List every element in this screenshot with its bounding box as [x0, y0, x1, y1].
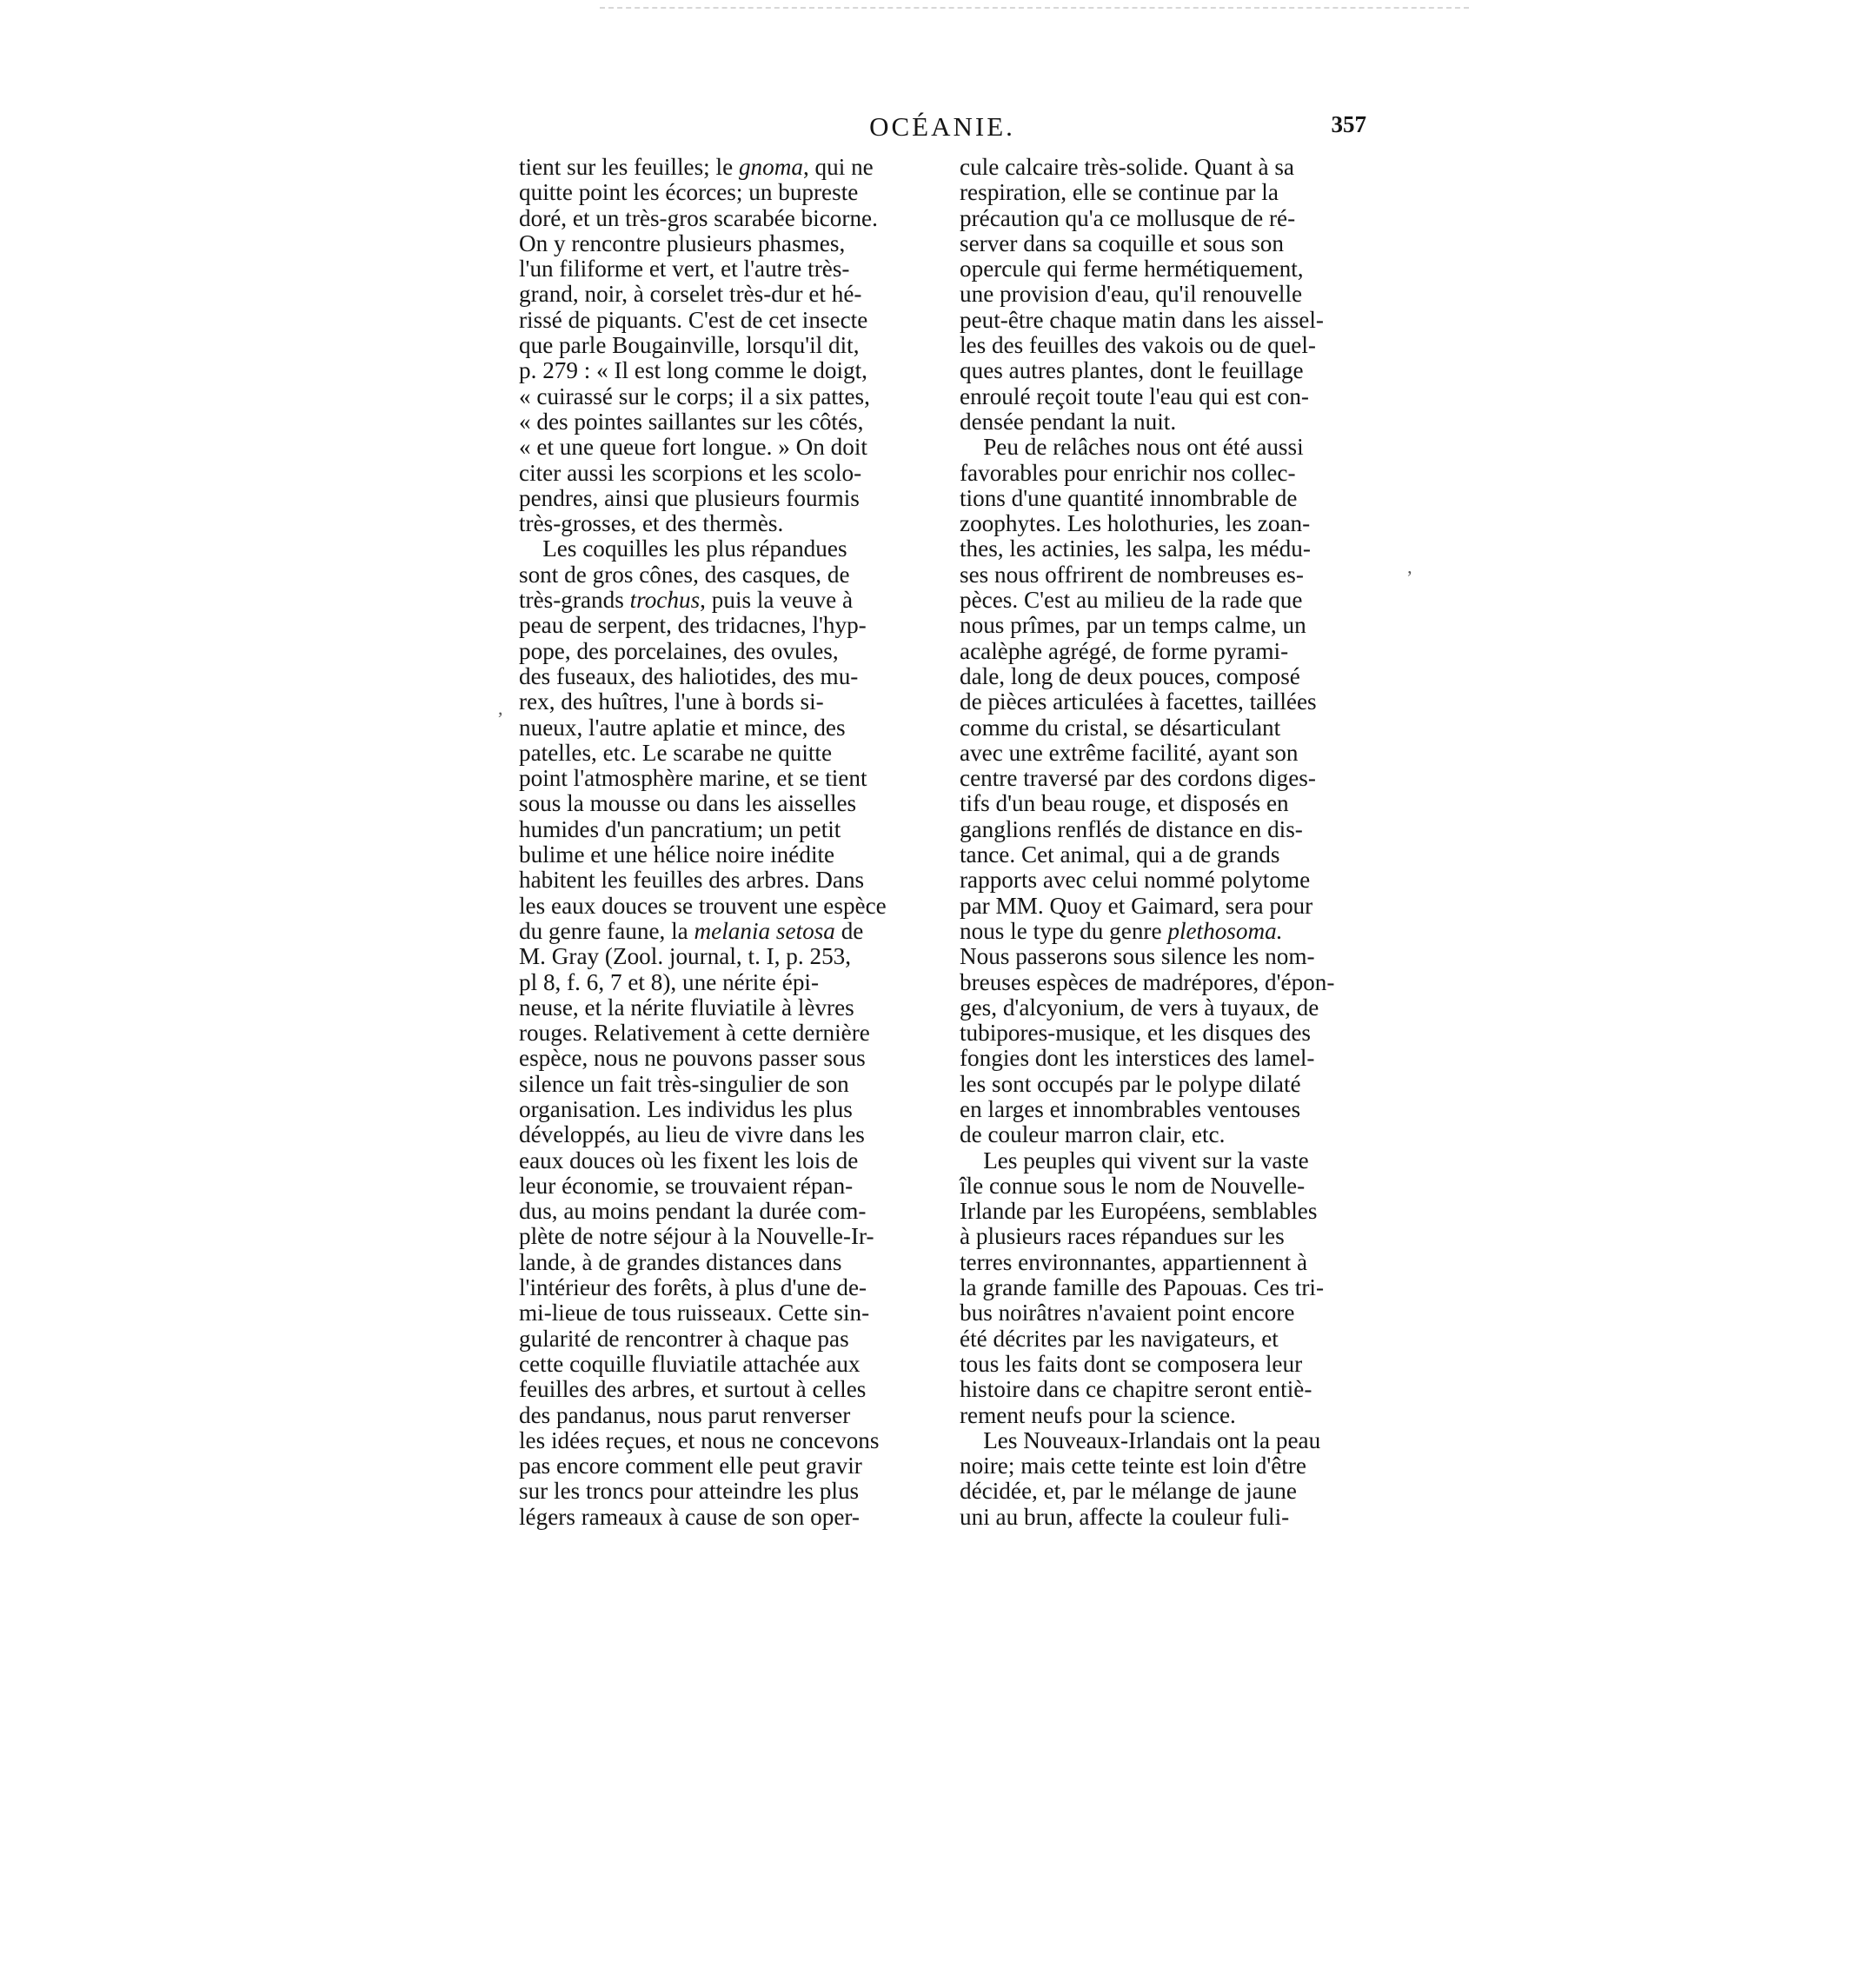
- italic-term: trochus: [629, 587, 701, 614]
- text-line: server dans sa coquille et sous son: [960, 229, 1284, 256]
- text-line: point l'atmosphère marine, et se tient: [519, 765, 867, 792]
- text-line: ges, d'alcyonium, de vers à tuyaux, de: [960, 994, 1319, 1021]
- text-line: pl 8, f. 6, 7 et 8), une nérite épi-: [519, 968, 820, 995]
- text-line: tance. Cet animal, qui a de grands: [960, 841, 1280, 868]
- text-line: densée pendant la nuit.: [960, 408, 1177, 435]
- text-line: de couleur marron clair, etc.: [960, 1121, 1226, 1148]
- text-line: centre traversé par des cordons diges-: [960, 765, 1316, 792]
- page-number: 357: [1331, 111, 1366, 137]
- text-line: précaution qu'a ce mollusque de ré-: [960, 204, 1296, 231]
- text-line: citer aussi les scorpions et les scolo-: [519, 459, 862, 486]
- text-line: breuses espèces de madrépores, d'épon-: [960, 968, 1335, 995]
- italic-term: plethosoma.: [1167, 917, 1283, 944]
- text-line: « cuirassé sur le corps; il a six pattes,: [519, 382, 870, 409]
- text-line: mi-lieue de tous ruisseaux. Cette sin-: [519, 1300, 870, 1326]
- italic-term: gnoma: [738, 154, 803, 180]
- page-title: OCÉANIE.: [869, 111, 1015, 142]
- text-line: eaux douces où les fixent les lois de: [519, 1147, 859, 1174]
- text-line: peut-être chaque matin dans les aissel-: [960, 306, 1324, 333]
- text-line: M. Gray (Zool. journal, t. I, p. 253,: [519, 943, 852, 970]
- text-line: humides d'un pancratium; un petit: [519, 815, 841, 842]
- text-line: leur économie, se trouvaient répan-: [519, 1172, 854, 1199]
- text-line: habitent les feuilles des arbres. Dans: [519, 867, 865, 894]
- text-line: la grande famille des Papouas. Ces tri-: [960, 1274, 1325, 1301]
- text-line: en larges et innombrables ventouses: [960, 1095, 1301, 1122]
- text-line: neuse, et la nérite fluviatile à lèvres: [519, 994, 854, 1021]
- text-line: de pièces articulées à facettes, taillées: [960, 688, 1317, 715]
- text-line: Les coquilles les plus répandues: [519, 535, 847, 562]
- italic-term: melania setosa: [694, 917, 835, 944]
- text-line: île connue sous le nom de Nouvelle-: [960, 1172, 1306, 1199]
- text-line: sont de gros cônes, des casques, de: [519, 561, 850, 588]
- text-line: [519, 919, 920, 944]
- text-line: quitte point les écorces; un bupreste: [519, 179, 859, 206]
- text-line: grand, noir, à corselet très-dur et hé-: [519, 281, 862, 308]
- text-line: développés, au lieu de vivre dans les: [519, 1121, 865, 1148]
- text-line: [519, 155, 920, 180]
- running-head: [518, 111, 1366, 146]
- text-line: tions d'une quantité innombrable de: [960, 484, 1298, 511]
- text-line: les eaux douces se trouvent une espèce: [519, 892, 887, 919]
- scan-edge-artifact: [600, 7, 1469, 11]
- text-line: l'intérieur des forêts, à plus d'une de-: [519, 1274, 867, 1301]
- text-line: p. 279 : « Il est long comme le doigt,: [519, 357, 867, 384]
- text-line: organisation. Les individus les plus: [519, 1095, 853, 1122]
- text-line: pas encore comment elle peut gravir: [519, 1453, 862, 1479]
- text-line: les sont occupés par le polype dilaté: [960, 1070, 1301, 1097]
- text-line: gularité de rencontrer à chaque pas: [519, 1325, 849, 1352]
- text-line: nueux, l'autre aplatie et mince, des: [519, 714, 846, 741]
- text-line: ganglions renflés de distance en dis-: [960, 815, 1303, 842]
- text-line: zoophytes. Les holothuries, les zoan-: [960, 510, 1311, 537]
- text-line: avec une extrême facilité, ayant son: [960, 739, 1299, 766]
- text-line: On y rencontre plusieurs phasmes,: [519, 229, 846, 256]
- text-line: les des feuilles des vakois ou de quel-: [960, 332, 1316, 359]
- text-line: tubipores-musique, et les disques des: [960, 1020, 1311, 1047]
- text-line: uni au brun, affecte la couleur fuli-: [960, 1503, 1290, 1530]
- text-line: été décrites par les navigateurs, et: [960, 1325, 1279, 1352]
- text-line: histoire dans ce chapitre seront entiè-: [960, 1376, 1312, 1403]
- text-line: sous la mousse ou dans les aisselles: [519, 790, 857, 817]
- text-line: sur les troncs pour atteindre les plus: [519, 1478, 860, 1505]
- text-line: Irlande par les Européens, semblables: [960, 1198, 1318, 1225]
- text-run: , qui ne: [802, 154, 874, 180]
- text-line: très-grosses, et des thermès.: [519, 510, 784, 537]
- text-line: Peu de relâches nous ont été aussi: [960, 434, 1304, 461]
- text-line: Les peuples qui vivent sur la vaste: [960, 1147, 1309, 1174]
- scan-speck: ʼ: [1406, 567, 1413, 588]
- text-line: comme du cristal, se désarticulant: [960, 714, 1281, 741]
- text-line: patelles, etc. Le scarabe ne quitte: [519, 739, 833, 766]
- text-line: terres environnantes, appartiennent à: [960, 1248, 1308, 1275]
- text-line: rex, des huîtres, l'une à bords si-: [519, 688, 824, 715]
- text-run: , puis la veuve à: [700, 587, 854, 614]
- text-line: plète de notre séjour à la Nouvelle-Ir-: [519, 1223, 874, 1250]
- text-line: [960, 919, 1361, 944]
- text-line: pope, des porcelaines, des ovules,: [519, 637, 839, 664]
- text-run: tient sur les feuilles; le: [519, 154, 739, 180]
- text-line: dale, long de deux pouces, composé: [960, 662, 1300, 689]
- text-line: lande, à de grandes distances dans: [519, 1248, 842, 1275]
- text-line: Nous passerons sous silence les nom-: [960, 943, 1315, 970]
- text-line: l'un filiforme et vert, et l'autre très-: [519, 256, 850, 283]
- text-run: très-grands: [519, 587, 630, 614]
- text-line: des pandanus, nous parut renverser: [519, 1401, 851, 1428]
- text-run: nous le type du genre: [960, 917, 1168, 944]
- text-line: respiration, elle se continue par la: [960, 179, 1279, 206]
- text-line: légers rameaux à cause de son oper-: [519, 1503, 860, 1530]
- text-line: bulime et une hélice noire inédite: [519, 841, 835, 868]
- scan-speck: ,: [498, 697, 503, 719]
- text-column-right: [960, 155, 1361, 1530]
- text-line: ques autres plantes, dont le feuillage: [960, 357, 1304, 384]
- text-line: décidée, et, par le mélange de jaune: [960, 1478, 1297, 1505]
- text-line: des fuseaux, des haliotides, des mu-: [519, 662, 859, 689]
- text-line: une provision d'eau, qu'il renouvelle: [960, 281, 1303, 308]
- text-line: cule calcaire très-solide. Quant à sa: [960, 154, 1294, 180]
- text-line: acalèphe agrégé, de forme pyrami-: [960, 637, 1289, 664]
- text-line: tifs d'un beau rouge, et disposés en: [960, 790, 1289, 817]
- text-line: noire; mais cette teinte est loin d'être: [960, 1453, 1306, 1479]
- text-line: tous les faits dont se composera leur: [960, 1350, 1303, 1377]
- text-column-left: [519, 155, 920, 1530]
- text-run: de: [834, 917, 864, 944]
- text-line: rissé de piquants. C'est de cet insecte: [519, 306, 868, 333]
- text-line: favorables pour enrichir nos collec-: [960, 459, 1296, 486]
- text-line: peau de serpent, des tridacnes, l'hyp-: [519, 612, 867, 639]
- text-line: que parle Bougainville, lorsqu'il dit,: [519, 332, 860, 359]
- text-line: doré, et un très-gros scarabée bicorne.: [519, 204, 878, 231]
- text-line: enroulé reçoit toute l'eau qui est con-: [960, 382, 1309, 409]
- text-line: opercule qui ferme hermétiquement,: [960, 256, 1304, 283]
- text-line: dus, au moins pendant la durée com-: [519, 1198, 867, 1225]
- text-line: ses nous offrirent de nombreuses es-: [960, 561, 1304, 588]
- text-line: nous prîmes, par un temps calme, un: [960, 612, 1306, 639]
- text-line: feuilles des arbres, et surtout à celles: [519, 1376, 867, 1403]
- text-line: les idées reçues, et nous ne concevons: [519, 1426, 880, 1453]
- text-line: « des pointes saillantes sur les côtés,: [519, 408, 864, 435]
- text-line: Les Nouveaux-Irlandais ont la peau: [960, 1426, 1321, 1453]
- text-line: à plusieurs races répandues sur les: [960, 1223, 1285, 1250]
- text-line: espèce, nous ne pouvons passer sous: [519, 1045, 866, 1072]
- text-line: rouges. Relativement à cette dernière: [519, 1020, 870, 1047]
- text-line: rement neufs pour la science.: [960, 1401, 1236, 1428]
- text-line: cette coquille fluviatile attachée aux: [519, 1350, 861, 1377]
- text-line: thes, les actinies, les salpa, les médu-: [960, 535, 1311, 562]
- text-line: [519, 588, 920, 613]
- text-line: fongies dont les interstices des lamel-: [960, 1045, 1315, 1072]
- text-line: rapports avec celui nommé polytome: [960, 867, 1311, 894]
- text-line: par MM. Quoy et Gaimard, sera pour: [960, 892, 1313, 919]
- text-line: pendres, ainsi que plusieurs fourmis: [519, 484, 860, 511]
- text-line: « et une queue fort longue. » On doit: [519, 434, 867, 461]
- text-line: silence un fait très-singulier de son: [519, 1070, 849, 1097]
- text-line: pèces. C'est au milieu de la rade que: [960, 587, 1303, 614]
- text-run: du genre faune, la: [519, 917, 694, 944]
- text-line: bus noirâtres n'avaient point encore: [960, 1300, 1295, 1326]
